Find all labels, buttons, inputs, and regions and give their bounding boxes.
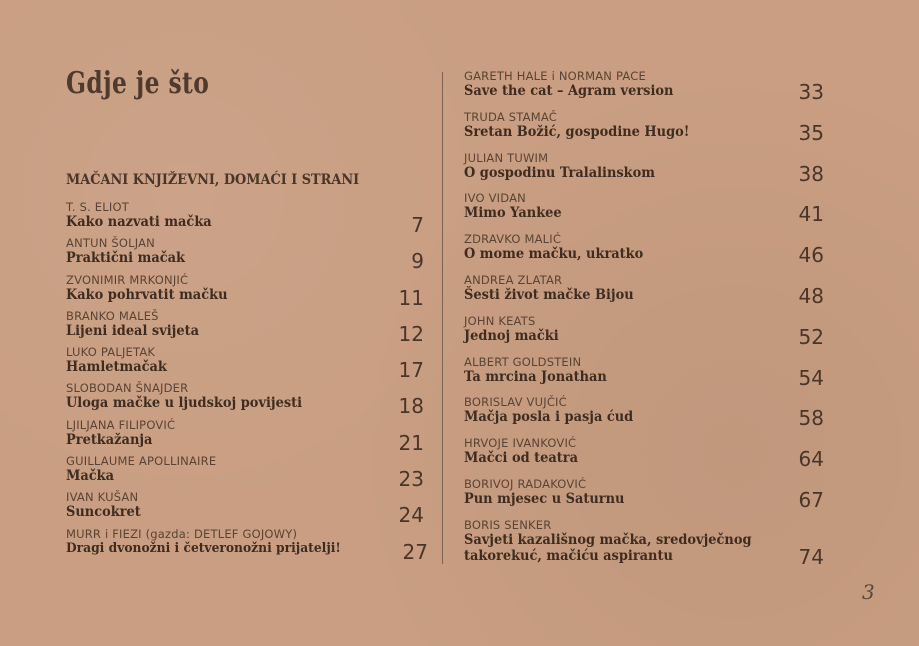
toc-page-number: 46 — [798, 243, 824, 268]
toc-page-number: 35 — [798, 120, 824, 145]
toc-entry[interactable] — [464, 478, 824, 519]
toc-page-number: 41 — [798, 202, 824, 227]
toc-work-title: Suncokret — [66, 504, 141, 521]
toc-author: BRANKO MALEŠ — [66, 308, 159, 323]
toc-work-title: Mimo Yankee — [464, 205, 562, 222]
toc-author: IVAN KUŠAN — [66, 490, 139, 505]
toc-author: JOHN KEATS — [464, 313, 536, 328]
toc-page-number: 12 — [398, 321, 424, 346]
toc-work-title: Jednoj mački — [464, 327, 559, 344]
toc-entry[interactable] — [464, 517, 824, 569]
toc-work-title: Šesti život mačke Bijou — [464, 286, 634, 303]
toc-entry[interactable] — [66, 310, 426, 346]
toc-entry[interactable] — [464, 233, 824, 274]
toc-entry[interactable] — [464, 70, 824, 111]
toc-entry[interactable] — [66, 528, 426, 564]
toc-work-title: Kako pohrvatit mačku — [66, 286, 228, 303]
toc-work-title: O mome mačku, ukratko — [464, 246, 644, 263]
toc-page-number: 11 — [398, 285, 424, 310]
toc-entry[interactable] — [66, 382, 426, 418]
toc-work-title: Kako nazvati mačka — [66, 214, 212, 230]
toc-author: BORISLAV VUJČIĆ — [464, 395, 567, 410]
toc-entry[interactable] — [66, 346, 426, 382]
toc-work-title: Savjeti kazališnog mačka, sredovječnog — [464, 531, 752, 548]
toc-work-title: Sretan Božić, gospodine Hugo! — [464, 123, 690, 140]
toc-page-number: 24 — [398, 503, 424, 528]
toc-work-title: O gospodinu Tralalinskom — [464, 164, 656, 181]
toc-page-number: 21 — [398, 430, 424, 455]
toc-author: BORIVOJ RADAKOVIĆ — [464, 476, 587, 491]
toc-work-title: Hamletmačak — [66, 359, 167, 376]
toc-work-title: Praktični mačak — [66, 250, 185, 267]
toc-author: GARETH HALE i NORMAN PACE — [464, 69, 646, 83]
toc-work-title: Ta mrcina Jonathan — [464, 368, 607, 385]
toc-work-title: Dragi dvonožni i četveronožni prijatelji! — [66, 540, 341, 556]
toc-page-number: 23 — [398, 467, 424, 492]
toc-entry[interactable] — [464, 192, 824, 233]
toc-author: HRVOJE IVANKOVIĆ — [464, 436, 577, 451]
toc-work-title: Mačka — [66, 468, 115, 485]
toc-work-title: Mačja posla i pasja ćud — [464, 409, 634, 426]
toc-page-number: 38 — [798, 161, 824, 186]
toc-page-number: 48 — [798, 283, 824, 308]
toc-author: IVO VIDAN — [464, 191, 526, 206]
toc-entry[interactable] — [66, 237, 426, 273]
toc-author: ZVONIMIR MRKONJIĆ — [66, 272, 189, 287]
toc-work-title: Pun mjesec u Saturnu — [464, 490, 625, 507]
toc-entry[interactable] — [464, 274, 824, 315]
toc-author: ANTUN ŠOLJAN — [66, 236, 155, 251]
toc-author: LUKO PALJETAK — [66, 345, 156, 360]
toc-work-title: Uloga mačke u ljudskoj povijesti — [66, 395, 303, 412]
toc-page-number: 27 — [402, 539, 428, 564]
page-title: Gdje je što — [66, 66, 210, 101]
toc-entry[interactable] — [66, 491, 426, 527]
toc-left-column — [66, 201, 426, 564]
toc-page-number: 74 — [798, 544, 824, 569]
toc-work-title-continued: takorekuć, mačiću aspirantu — [464, 547, 673, 564]
toc-author: TRUDA STAMAČ — [464, 109, 557, 124]
toc-work-title: Mačci od teatra — [464, 450, 579, 467]
toc-author: ANDREA ZLATAR — [464, 272, 563, 287]
toc-work-title: Save the cat – Agram version — [464, 83, 674, 99]
toc-page-number: 64 — [798, 447, 824, 472]
toc-right-column — [464, 69, 824, 569]
toc-work-title: Lijeni ideal svijeta — [66, 322, 199, 339]
toc-entry[interactable] — [464, 356, 824, 397]
toc-author: ALBERT GOLDSTEIN — [464, 354, 582, 369]
toc-page-number: 52 — [798, 324, 824, 349]
toc-page-number: 17 — [398, 358, 424, 383]
folio-page-number: 3 — [862, 580, 875, 604]
toc-entry[interactable] — [464, 396, 824, 437]
toc-page-number: 18 — [398, 394, 424, 419]
section-heading: MAČANI KNJIŽEVNI, DOMAĆI I STRANI — [66, 172, 360, 188]
toc-author: BORIS SENKER — [464, 517, 552, 532]
toc-entry[interactable] — [464, 315, 824, 356]
toc-entry[interactable] — [464, 111, 824, 152]
toc-work-title: Pretkažanja — [66, 431, 153, 448]
toc-entry[interactable] — [66, 201, 426, 237]
toc-author: SLOBODAN ŠNAJDER — [66, 381, 189, 396]
toc-page-number: 58 — [798, 406, 824, 431]
toc-page-number: 33 — [798, 80, 824, 104]
toc-author: MURR i FIEZI (gazda: DETLEF GOJOWY) — [66, 526, 298, 541]
toc-page-number: 7 — [411, 213, 424, 237]
column-divider — [442, 72, 443, 564]
toc-entry[interactable] — [66, 455, 426, 491]
toc-author: T. S. ELIOT — [66, 200, 129, 214]
toc-entry[interactable] — [464, 437, 824, 478]
toc-author: JULIAN TUWIM — [464, 150, 549, 165]
toc-page-number: 9 — [411, 249, 424, 274]
toc-page-number: 54 — [798, 365, 824, 390]
toc-entry[interactable] — [66, 419, 426, 455]
toc-author: LJILJANA FILIPOVIĆ — [66, 417, 176, 432]
toc-author: ZDRAVKO MALIĆ — [464, 232, 562, 247]
toc-author: GUILLAUME APOLLINAIRE — [66, 454, 217, 469]
toc-entry[interactable] — [66, 274, 426, 310]
toc-entry[interactable] — [464, 152, 824, 193]
toc-page-number: 67 — [798, 487, 824, 512]
